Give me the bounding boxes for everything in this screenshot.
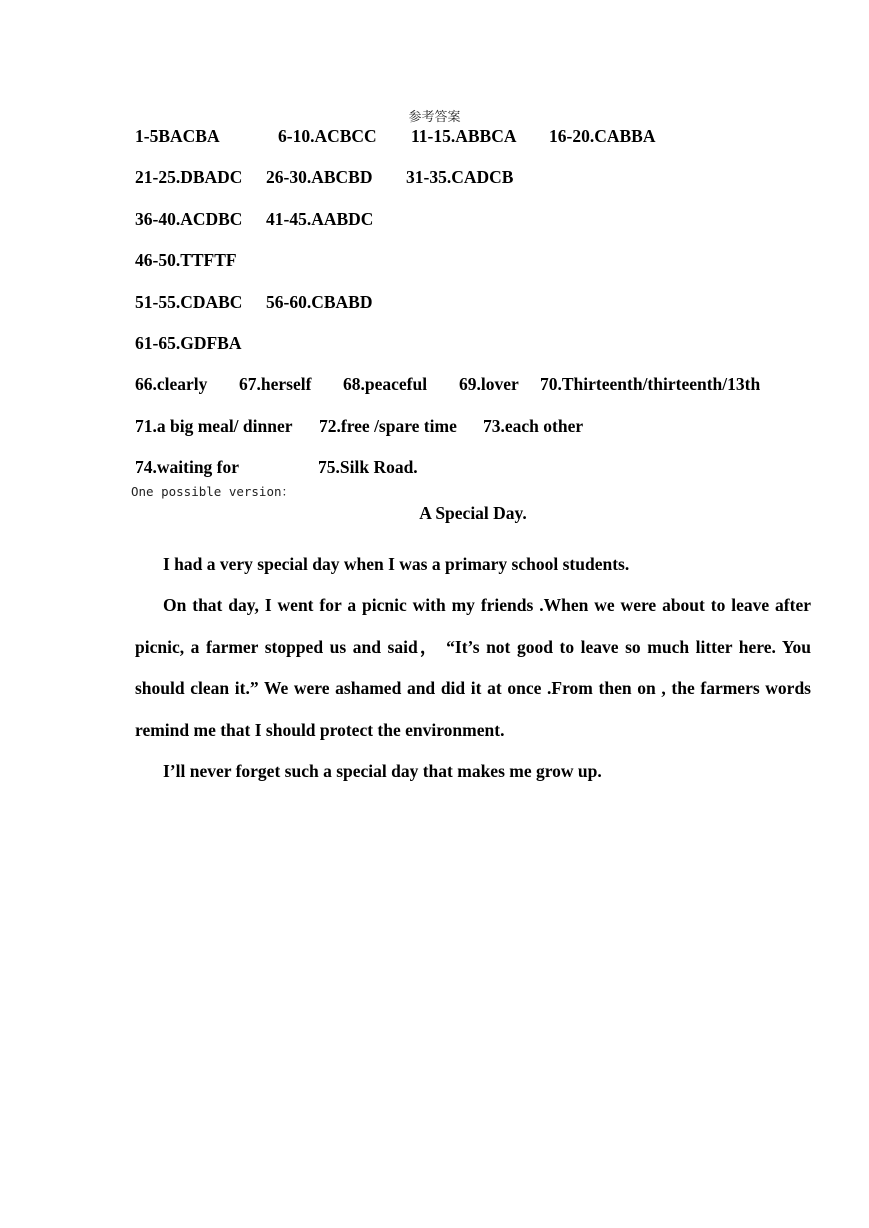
answer-row: [135, 292, 835, 333]
answer-item: 56-60.CBABD: [266, 291, 373, 312]
answer-item: 68.peaceful: [343, 374, 428, 395]
answer-item: 31-35.CADCB: [406, 167, 514, 188]
answer-key: [135, 126, 835, 499]
answer-item: 72.free /spare time: [319, 415, 457, 436]
answer-item: 51-55.CDABC: [135, 291, 243, 312]
answer-row: [135, 126, 835, 167]
essay-paragraph: On that day, I went for a picnic with my friends .When we were about to leave after picnic, a farmer stopped us and said， “It’s not good to leave so much litter here. You should clean it.” We were ashamed and did it at once .From then on , the farmers words remind me that I should protect the environment.: [135, 595, 811, 740]
essay-paragraph: I had a very special day when I was a primary school students.: [163, 554, 630, 574]
essay-body: [135, 544, 811, 792]
answer-item: 75.Silk Road.: [318, 457, 418, 478]
answer-row: [135, 333, 835, 374]
answer-item: 70.Thirteenth/thirteenth/13th: [540, 374, 761, 395]
answer-row: [135, 167, 835, 208]
answer-item: 11-15.ABBCA: [411, 126, 517, 146]
answer-item: 71.a big meal/ dinner: [135, 415, 293, 436]
answer-item: 67.herself: [239, 374, 312, 395]
answer-item: 1-5BACBA: [135, 126, 220, 146]
answer-item: 74.waiting for: [135, 457, 240, 478]
answer-item: 21-25.DBADC: [135, 167, 243, 188]
answer-item: 6-10.ACBCC: [278, 126, 377, 146]
answer-item: 69.lover: [459, 374, 519, 395]
answer-item: 26-30.ABCBD: [266, 167, 373, 188]
version-label: One possible version：: [131, 484, 295, 499]
answer-item: 16-20.CABBA: [549, 126, 656, 146]
answer-item: 66.clearly: [135, 374, 208, 395]
answer-item: 73.each other: [483, 415, 584, 436]
essay-title: A Special Day.: [419, 503, 527, 523]
answer-item: 41-45.AABDC: [266, 208, 374, 229]
answer-item: 61-65.GDFBA: [135, 332, 242, 353]
answer-item: 46-50.TTFTF: [135, 250, 237, 271]
answer-row: [135, 209, 835, 250]
essay-paragraph: I’ll never forget such a special day that makes me grow up.: [163, 761, 602, 782]
answer-row: [135, 250, 835, 291]
page-title: 参考答案: [408, 110, 461, 125]
answer-row: [135, 374, 835, 415]
answer-row: [135, 416, 835, 457]
answer-item: 36-40.ACDBC: [135, 208, 243, 229]
